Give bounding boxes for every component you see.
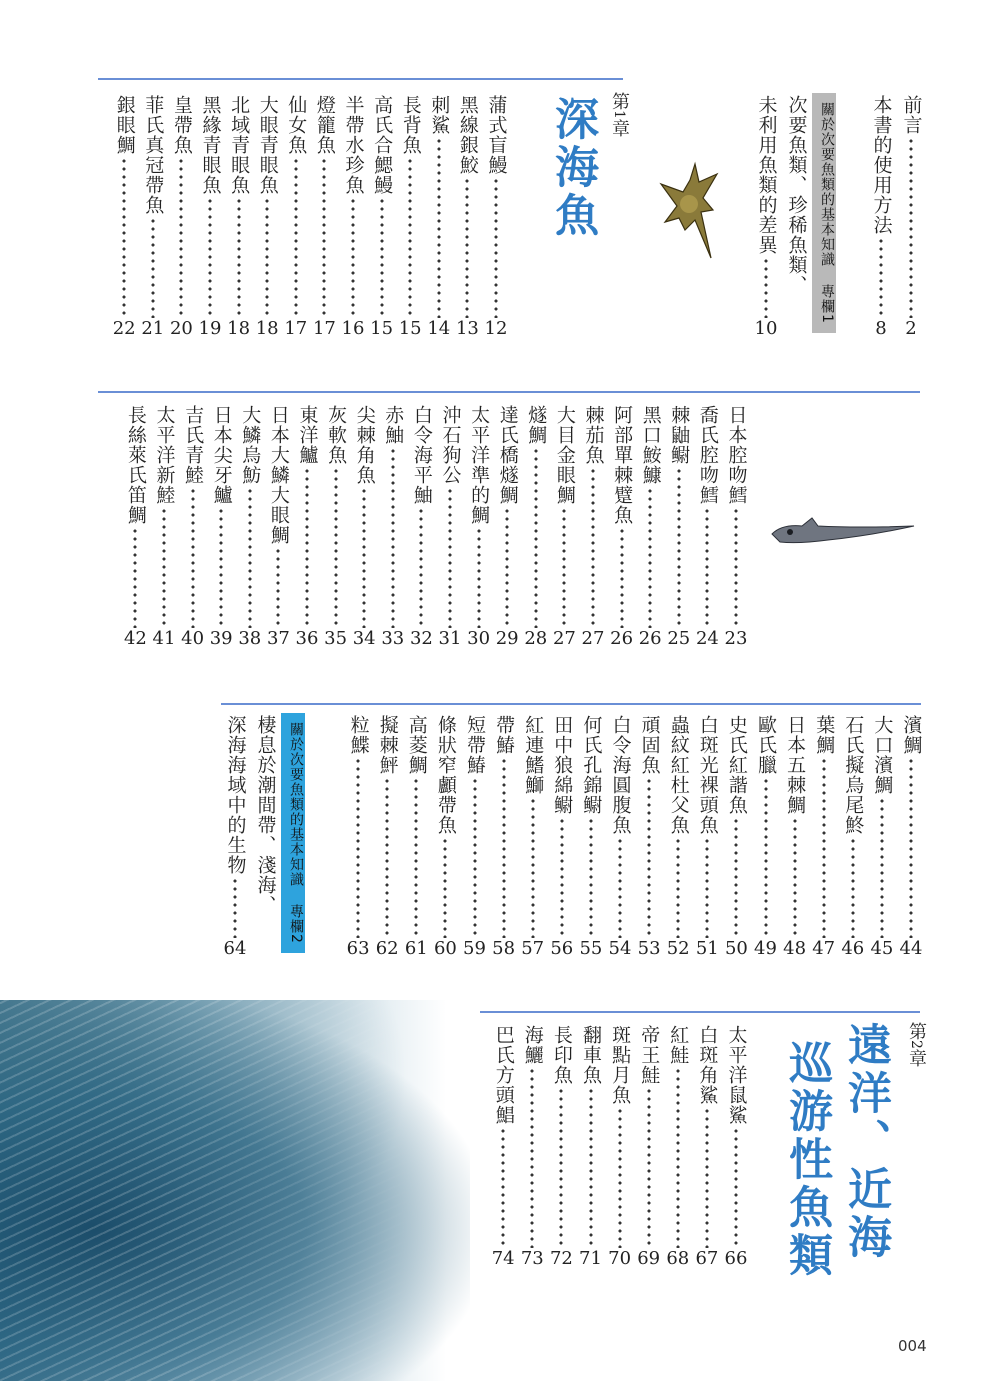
toc-entry[interactable] [694, 1025, 720, 1268]
toc-entry[interactable] [607, 1025, 633, 1268]
leader-dots [232, 877, 238, 938]
entry-page: 48 [783, 938, 807, 959]
entry-title: 粒鰈 [347, 715, 370, 755]
leader-dots [646, 777, 652, 938]
leader-dots [384, 777, 390, 938]
entry-title: 達氏橋燧鯛 [496, 405, 519, 505]
leader-dots [150, 217, 156, 318]
entry-page: 35 [324, 628, 348, 649]
entry-title: 灰軟魚 [325, 405, 348, 465]
leader-dots [350, 197, 356, 318]
entry-page: 27 [581, 628, 605, 649]
entry-page: 44 [899, 938, 923, 959]
toc-entry[interactable] [483, 95, 509, 338]
chapter-2-title-line1: 遠洋、近海 [840, 1022, 891, 1262]
leader-dots [293, 157, 299, 318]
leader-dots [763, 257, 769, 318]
toc-entry[interactable] [723, 405, 749, 648]
leader-dots [733, 507, 739, 628]
entry-page: 32 [409, 628, 433, 649]
toc-entry[interactable] [340, 95, 366, 338]
chapter-1-title: 深海魚 [547, 96, 598, 240]
entry-page: 40 [181, 628, 205, 649]
entry-title: 擬棘鮃 [376, 715, 399, 775]
entry-page: 22 [112, 318, 136, 339]
entry-page: 64 [223, 938, 247, 959]
leader-dots [333, 467, 339, 628]
entry-title: 大目金眼鯛 [553, 405, 576, 505]
leader-dots [207, 197, 213, 318]
entry-page: 18 [255, 318, 279, 339]
entry-page: 29 [495, 628, 519, 649]
leader-dots [493, 177, 499, 318]
entry-page: 26 [610, 628, 634, 649]
toc-entry[interactable] [607, 715, 633, 958]
toc-entry[interactable] [462, 715, 488, 958]
column-2-entry-line2[interactable] [222, 715, 248, 958]
leader-dots [379, 197, 385, 318]
toc-entry[interactable] [432, 715, 458, 958]
entry-page: 62 [375, 938, 399, 959]
page-number: 004 [898, 1337, 927, 1355]
leader-dots [178, 157, 184, 318]
entry-title: 巴氏方頭鯧 [492, 1025, 515, 1125]
entry-title: 白斑角鯊 [696, 1025, 719, 1105]
entry-page: 46 [841, 938, 865, 959]
toc-entry[interactable] [265, 405, 291, 648]
toc-entry[interactable] [523, 405, 549, 648]
toc-entry[interactable] [694, 405, 720, 648]
toc-entry[interactable] [869, 715, 895, 958]
entry-page: 59 [463, 938, 486, 959]
toc-entry[interactable] [723, 1025, 749, 1268]
entry-title: 日本大鱗大眼鯛 [267, 405, 290, 545]
entry-title: 次要魚類、珍稀魚類、 [785, 95, 808, 295]
toc-entry[interactable] [403, 715, 429, 958]
leader-dots [190, 487, 196, 628]
divider-lower [221, 703, 921, 705]
leader-dots [390, 447, 396, 628]
leader-dots [704, 837, 710, 938]
leader-dots [413, 777, 419, 938]
toc-entry[interactable] [637, 405, 663, 648]
entry-title: 蒲式盲鰻 [485, 95, 508, 175]
leader-dots [878, 237, 884, 318]
entry-page: 15 [370, 318, 394, 339]
entry-page: 37 [266, 628, 290, 649]
leader-dots [501, 757, 507, 938]
entry-page: 50 [724, 938, 748, 959]
entry-page: 13 [455, 318, 479, 339]
entry-page: 54 [608, 938, 632, 959]
entry-title: 銀眼鯛 [113, 95, 136, 155]
entry-title: 海鱺 [521, 1025, 544, 1065]
entry-page: 27 [552, 628, 576, 649]
leader-dots [617, 837, 623, 938]
entry-page: 49 [754, 938, 777, 959]
leader-dots [646, 1087, 652, 1248]
entry-title: 白斑光裸頭魚 [696, 715, 719, 835]
leader-dots [704, 1107, 710, 1248]
leader-dots [304, 467, 310, 628]
toc-entry[interactable] [311, 95, 337, 338]
entry-title: 大口濱鯛 [871, 715, 894, 795]
entry-page: 19 [198, 318, 222, 339]
toc-entry[interactable] [578, 715, 604, 958]
toc-entry[interactable] [208, 405, 234, 648]
toc-entry[interactable] [549, 715, 575, 958]
toc-entry[interactable] [151, 405, 177, 648]
entry-title: 本書的使用方法 [870, 95, 893, 235]
entry-page: 58 [492, 938, 516, 959]
toc-entry[interactable] [351, 405, 377, 648]
toc-entry[interactable] [426, 95, 452, 338]
toc-entry[interactable] [519, 1025, 545, 1268]
toc-entry[interactable] [408, 405, 434, 648]
entry-title: 蟲紋紅杜父魚 [667, 715, 690, 835]
toc-entry[interactable] [111, 95, 137, 338]
column-2-label: 關於次要魚類的基本知識 專欄2 [281, 713, 305, 953]
entry-page: 68 [666, 1248, 690, 1269]
toc-entry[interactable] [254, 95, 280, 338]
column-1-label: 關於次要魚類的基本知識 專欄1 [812, 93, 836, 333]
entry-title: 葉鯛 [813, 715, 836, 755]
leader-dots [418, 507, 424, 628]
leader-dots [236, 197, 242, 318]
entry-title: 何氏孔錦鳚 [580, 715, 603, 815]
entry-title: 黑口鮟鱇 [639, 405, 662, 485]
entry-page: 33 [381, 628, 405, 649]
toc-entry[interactable] [140, 95, 166, 338]
leader-dots [590, 467, 596, 628]
entry-page: 17 [312, 318, 336, 339]
toc-entry[interactable] [665, 1025, 691, 1268]
leader-dots [675, 1067, 681, 1248]
leader-dots [275, 547, 281, 628]
toc-entry[interactable] [551, 405, 577, 648]
toc-entry[interactable] [454, 95, 480, 338]
leader-dots [675, 837, 681, 938]
entry-page: 38 [238, 628, 262, 649]
leader-dots [264, 197, 270, 318]
leader-dots [763, 777, 769, 938]
entry-title: 吉氏青鯥 [182, 405, 205, 485]
entry-title: 歐氏臘 [755, 715, 777, 775]
entry-page: 41 [152, 628, 176, 649]
chapter-2-title-line2: 巡游性魚類 [781, 1040, 832, 1280]
leader-dots [361, 487, 367, 628]
toc-entry[interactable] [580, 405, 606, 648]
toc-entry[interactable] [840, 715, 866, 958]
entry-page: 67 [695, 1248, 719, 1269]
entry-page: 18 [227, 318, 251, 339]
entry-title: 日本尖牙鱸 [210, 405, 233, 505]
entry-page: 12 [484, 318, 508, 339]
entry-page: 66 [724, 1248, 748, 1269]
leader-dots [821, 757, 827, 938]
entry-page: 71 [579, 1248, 602, 1269]
toc-entry[interactable] [369, 95, 395, 338]
leader-dots [588, 817, 594, 938]
toc-entry[interactable] [694, 715, 720, 958]
entry-page: 8 [875, 318, 887, 339]
toc-entry[interactable] [180, 405, 206, 648]
entry-title: 太平洋鼠鯊 [725, 1025, 748, 1125]
divider-bottom [480, 1011, 920, 1013]
toc-entry[interactable] [494, 405, 520, 648]
entry-title: 未利用魚類的差異 [755, 95, 778, 255]
entry-page: 15 [398, 318, 422, 339]
entry-title: 大鱗烏魴 [239, 405, 262, 485]
toc-entry[interactable] [466, 405, 492, 648]
entry-title: 長印魚 [550, 1025, 573, 1085]
entry-title: 高菱鯛 [405, 715, 428, 775]
toc-entry[interactable] [898, 715, 924, 958]
entry-page: 57 [521, 938, 545, 959]
divider-top [98, 78, 623, 80]
entry-title: 日本五棘鯛 [784, 715, 807, 815]
entry-page: 60 [433, 938, 457, 959]
entry-page: 21 [141, 318, 165, 339]
leader-dots [733, 1127, 739, 1248]
entry-page: 39 [209, 628, 233, 649]
entry-title: 史氏紅諧魚 [725, 715, 748, 815]
entry-page: 53 [637, 938, 661, 959]
leader-dots [908, 757, 914, 938]
entry-page: 61 [404, 938, 428, 959]
leader-dots [321, 157, 327, 318]
entry-title: 棘鼬鳚 [668, 405, 691, 465]
toc-entry[interactable] [168, 95, 194, 338]
leader-dots [533, 447, 539, 628]
toc-entry[interactable] [122, 405, 148, 648]
entry-page: 30 [467, 628, 491, 649]
toc-entry[interactable] [397, 95, 423, 338]
entry-page: 51 [695, 938, 719, 959]
entry-page: 25 [667, 628, 691, 649]
entry-page: 70 [608, 1248, 632, 1269]
toc-entry[interactable] [898, 95, 924, 338]
entry-title: 白令海圓腹魚 [609, 715, 632, 835]
entry-page: 26 [638, 628, 662, 649]
entry-title: 帶鰆 [493, 715, 516, 755]
entry-page: 28 [524, 628, 548, 649]
entry-page: 16 [341, 318, 365, 339]
leader-dots [355, 757, 361, 938]
entry-title: 仙女魚 [285, 95, 308, 155]
leader-dots [561, 507, 567, 628]
entry-title: 棘茄魚 [582, 405, 605, 465]
leader-dots [619, 527, 625, 628]
toc-entry[interactable] [345, 715, 371, 958]
entry-page: 63 [346, 938, 370, 959]
column-1-entry-line1[interactable] [783, 95, 809, 295]
toc-entry[interactable] [868, 95, 894, 338]
toc-entry[interactable] [578, 1025, 604, 1268]
entry-title: 東洋鱸 [296, 405, 319, 465]
toc-entry[interactable] [294, 405, 320, 648]
entry-title: 田中狼綿鳚 [551, 715, 574, 815]
entry-title: 燧鯛 [525, 405, 548, 445]
entry-title: 尖棘角魚 [353, 405, 376, 485]
entry-page: 34 [352, 628, 376, 649]
entry-title: 頑固魚 [638, 715, 661, 775]
leader-dots [529, 1067, 535, 1248]
entry-page: 74 [491, 1248, 515, 1269]
toc-entry[interactable] [666, 405, 692, 648]
entry-page: 47 [812, 938, 836, 959]
toc-entry[interactable] [782, 715, 808, 958]
grenadier-fish-illustration [768, 512, 916, 552]
leader-dots [218, 507, 224, 628]
entry-title: 前言 [900, 95, 923, 135]
sea-creature-illustration [655, 160, 725, 265]
underwater-photo [0, 1000, 470, 1381]
toc-entry[interactable] [609, 405, 635, 648]
entry-title: 喬氏腔吻鱈 [696, 405, 719, 505]
entry-title: 北域青眼魚 [228, 95, 251, 195]
entry-title: 石氏擬烏尾鮗 [842, 715, 865, 835]
entry-title: 赤鮋 [382, 405, 405, 445]
entry-title: 刺鯊 [428, 95, 451, 135]
entry-title: 日本腔吻鱈 [725, 405, 748, 505]
entry-page: 69 [637, 1248, 661, 1269]
entry-title: 濱鯛 [900, 715, 923, 755]
toc-entry[interactable] [226, 95, 252, 338]
chapter-1-label: 第1章 [609, 92, 630, 137]
toc-entry[interactable] [437, 405, 463, 648]
leader-dots [647, 487, 653, 628]
leader-dots [442, 837, 448, 938]
entry-page: 31 [438, 628, 462, 649]
leader-dots [436, 137, 442, 318]
toc-entry[interactable] [665, 715, 691, 958]
leader-dots [247, 487, 253, 628]
toc-entry[interactable] [323, 405, 349, 648]
leader-dots [472, 777, 478, 938]
toc-entry[interactable] [753, 715, 779, 958]
leader-dots [733, 817, 739, 938]
entry-page: 52 [666, 938, 690, 959]
entry-title: 黑線銀鮫 [456, 95, 479, 175]
entry-page: 14 [427, 318, 451, 339]
toc-entry[interactable] [380, 405, 406, 648]
leader-dots [500, 1127, 506, 1248]
leader-dots [161, 507, 167, 628]
column-1-entry-line2[interactable] [753, 95, 779, 338]
toc-entry[interactable] [548, 1025, 574, 1268]
entry-title: 半帶水珍魚 [342, 95, 365, 195]
entry-page: 45 [870, 938, 894, 959]
leader-dots [617, 1107, 623, 1248]
toc-entry[interactable] [237, 405, 263, 648]
entry-title: 太平洋新鯥 [153, 405, 176, 505]
leader-dots [447, 487, 453, 628]
entry-title: 短帶鰆 [464, 715, 486, 775]
entry-title: 長背魚 [399, 95, 422, 155]
entry-title: 斑點月魚 [609, 1025, 632, 1105]
entry-title: 沖石狗公 [439, 405, 462, 485]
toc-entry[interactable] [283, 95, 309, 338]
divider-middle [98, 391, 920, 393]
entry-title: 皇帶魚 [170, 95, 193, 155]
leader-dots [704, 507, 710, 628]
entry-title: 燈籠魚 [313, 95, 336, 155]
toc-entry[interactable] [374, 715, 400, 958]
entry-page: 73 [520, 1248, 544, 1269]
entry-title: 菲氏真冠帶魚 [142, 95, 165, 215]
entry-title: 深海海域中的生物 [224, 715, 247, 875]
entry-title: 棲息於潮間帶、淺海、 [254, 715, 277, 915]
column-2-entry-line1[interactable] [252, 715, 278, 915]
leader-dots [121, 157, 127, 318]
leader-dots [908, 137, 914, 318]
entry-title: 太平洋準的鯛 [468, 405, 491, 525]
toc-entry[interactable] [197, 95, 223, 338]
leader-dots [850, 837, 856, 938]
chapter-2-label: 第2章 [906, 1022, 927, 1067]
toc-entry[interactable] [636, 1025, 662, 1268]
entry-title: 長絲萊氏笛鯛 [124, 405, 147, 525]
entry-page: 24 [695, 628, 719, 649]
leader-dots [676, 467, 682, 628]
entry-title: 帝王鮭 [638, 1025, 661, 1085]
entry-title: 阿部單棘躄魚 [611, 405, 634, 525]
toc-entry[interactable] [520, 715, 546, 958]
leader-dots [476, 527, 482, 628]
entry-title: 紅鮭 [667, 1025, 690, 1065]
entry-title: 翻車魚 [580, 1025, 602, 1085]
entry-title: 條狀窄顱帶魚 [434, 715, 457, 835]
entry-title: 黑緣青眼魚 [199, 95, 222, 195]
entry-page: 10 [754, 318, 778, 339]
leader-dots [879, 797, 885, 938]
entry-page: 55 [579, 938, 603, 959]
leader-dots [792, 817, 798, 938]
entry-page: 42 [123, 628, 147, 649]
entry-page: 36 [295, 628, 319, 649]
leader-dots [464, 177, 470, 318]
leader-dots [559, 817, 565, 938]
leader-dots [132, 527, 138, 628]
entry-page: 56 [550, 938, 574, 959]
leader-dots [558, 1087, 564, 1248]
toc-entry[interactable] [723, 715, 749, 958]
entry-title: 紅連鰭鰤 [522, 715, 545, 795]
entry-page: 23 [724, 628, 748, 649]
entry-page: 2 [905, 318, 917, 339]
leader-dots [588, 1087, 594, 1248]
toc-entry[interactable] [811, 715, 837, 958]
toc-entry[interactable] [490, 1025, 516, 1268]
entry-page: 72 [549, 1248, 573, 1269]
entry-page: 17 [284, 318, 308, 339]
toc-entry[interactable] [636, 715, 662, 958]
entry-title: 高氏合鰓鰻 [371, 95, 394, 195]
leader-dots [407, 157, 413, 318]
leader-dots [504, 507, 510, 628]
leader-dots [530, 797, 536, 938]
entry-page: 20 [169, 318, 193, 339]
entry-title: 白令海平鮋 [410, 405, 433, 505]
entry-title: 大眼青眼魚 [256, 95, 279, 195]
toc-entry[interactable] [491, 715, 517, 958]
